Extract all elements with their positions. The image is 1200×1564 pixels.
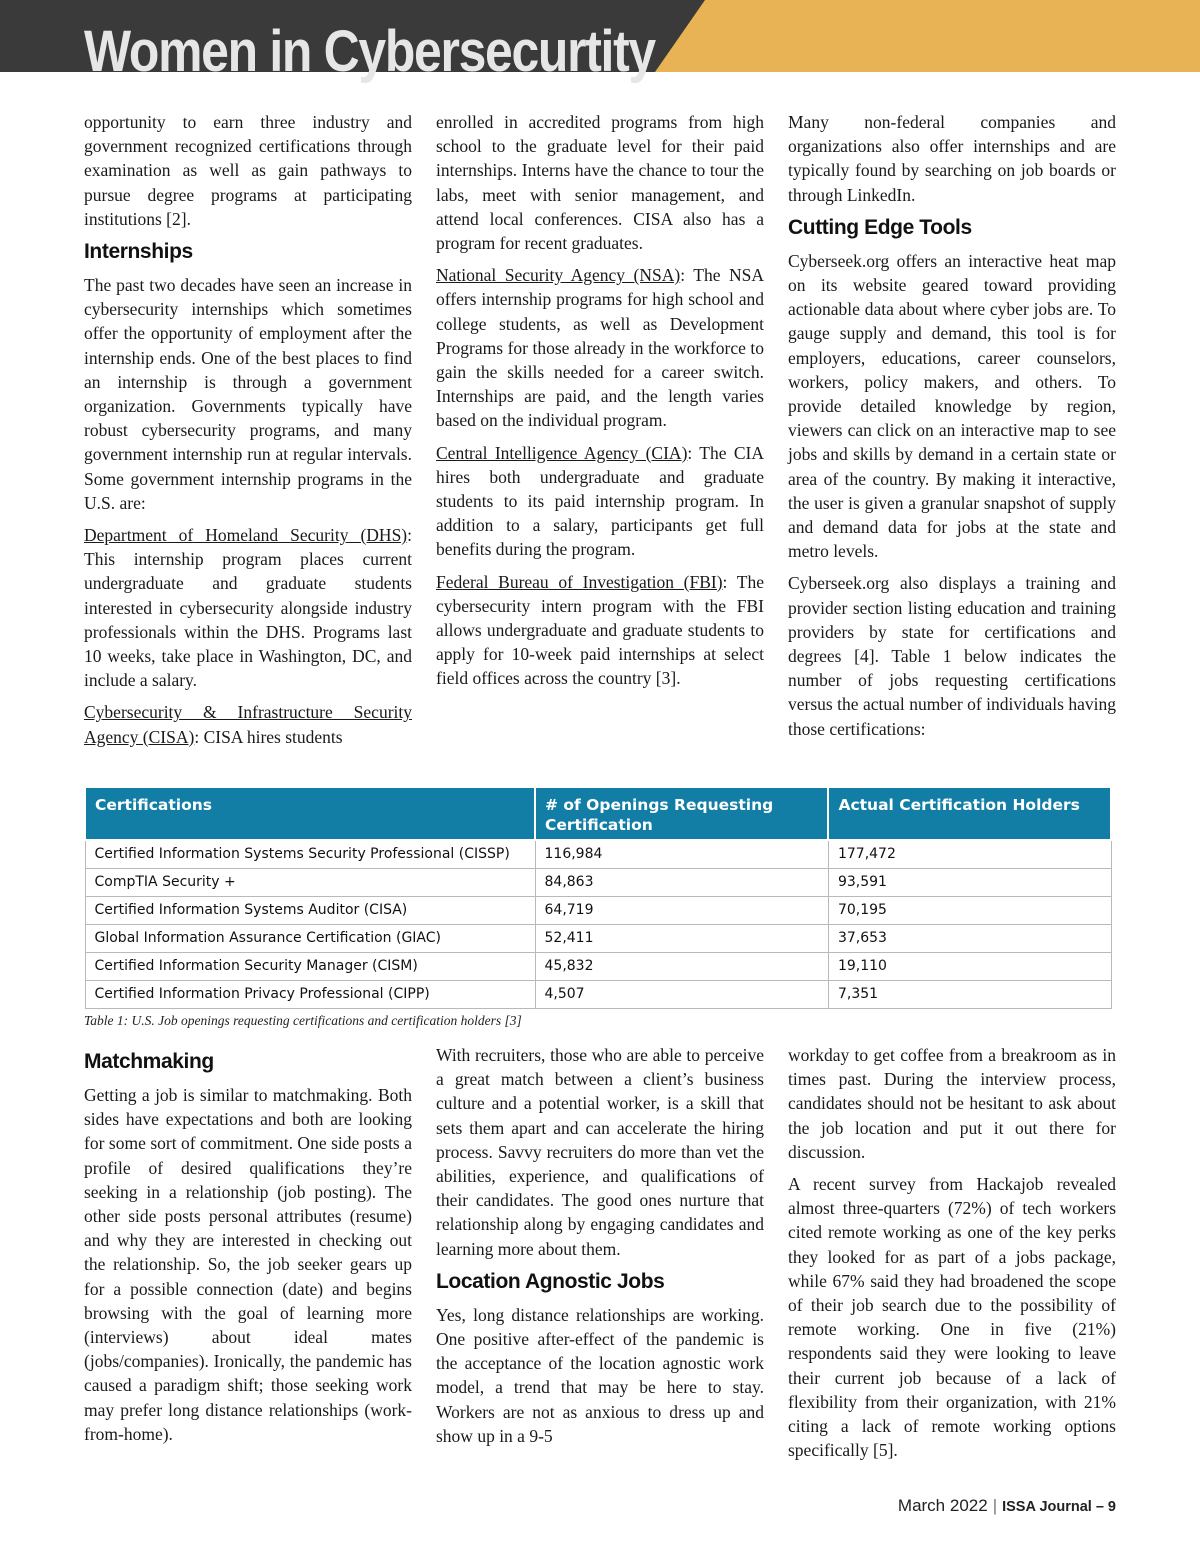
section-heading-location-agnostic-jobs: Location Agnostic Jobs: [436, 1269, 665, 1293]
table-cell: 37,653: [828, 924, 1111, 952]
table-row: [85, 896, 1111, 924]
table-row: [85, 924, 1111, 952]
paragraph: Cyberseek.org also displays a training and provider section listing education and training providers by state for certifications and degrees [4]. Table 1 below indicates the number of jobs requesting certifications versus the actual number of individuals having those certifications:: [788, 573, 1116, 739]
table-cell: 116,984: [535, 840, 828, 868]
table-cell: 93,591: [828, 868, 1111, 896]
page-title: Women in Cybersecurtity: [84, 19, 655, 84]
section-heading-internships: Internships: [84, 240, 193, 264]
column-2-bottom: [436, 1043, 764, 1456]
paragraph-cia: [436, 441, 764, 562]
table-cell: 7,351: [828, 980, 1111, 1008]
paragraph: A recent survey from Hackajob revealed almost three-quarters (72%) of tech workers cited remote working as one of the key perks they looked for as part of a jobs package, while 67% said they had broadened the scope of their job search due to the possibility of remote working. One in five (21%) respondents said they were looking to leave their current job because of a lack of flexibility from their organization, with 21% citing a lack of remote working options specifically [5].: [788, 1174, 1116, 1461]
column-1-bottom: [84, 1043, 412, 1454]
table-cell: 70,195: [828, 896, 1111, 924]
table-cell: Certified Information Security Manager (CISM): [85, 952, 535, 980]
table-cell: 84,863: [535, 868, 828, 896]
table-cell: 4,507: [535, 980, 828, 1008]
page-footer: [898, 1496, 1116, 1516]
paragraph: With recruiters, those who are able to perceive a great match between a client’s business culture and a potential worker, is a skill that sets them apart and can accelerate the hiring process. Savvy recruiters do more than vet the abilities, experience, and qualifications of their candidates. The good ones nurture that relationship along by engaging candidates and learning more about them.: [436, 1045, 764, 1259]
paragraph-fbi: [436, 570, 764, 691]
column-3-top: [788, 110, 1116, 749]
table-cell: CompTIA Security +: [85, 868, 535, 896]
paragraph: The past two decades have seen an increase in cybersecurity internships which sometimes offer the opportunity of employment after the internship ends. One of the best places to find an internship is through a government organization. Governments typically have robust cybersecurity programs, and many government internship run at regular intervals. Some government internship programs in the U.S. are:: [84, 275, 412, 513]
paragraph: Getting a job is similar to matchmaking. Both sides have expectations and both are looking for some sort of commitment. One side posts a profile of desired qualifications they’re seeking in a relationship (job posting). The other side posts personal attributes (resume) and why they are interested in checking out the relationship. So, the job seeker gears up for a possible connection (date) and begins browsing with the goal of learning more (interviews) about ideal mates (jobs/companies). Ironically, the pandemic has caused a paradigm shift; those seeking work may prefer long distance relationships (work-from-home).: [84, 1085, 412, 1444]
dhs-link[interactable]: Department of Homeland Security (DHS): [84, 525, 408, 546]
column-1-top: [84, 110, 412, 757]
table-caption: Table 1: U.S. Job openings requesting certifications and certification holders [3]: [84, 1013, 522, 1028]
section-heading-cutting-edge-tools: Cutting Edge Tools: [788, 215, 972, 239]
fbi-link[interactable]: Federal Bureau of Investigation (FBI): [436, 571, 723, 592]
certifications-table: [84, 786, 1112, 1009]
nsa-link[interactable]: National Security Agency (NSA): [436, 265, 681, 286]
paragraph: opportunity to earn three industry and government recognized certifications through examination as well as gain pathways to pursue degree programs at participating institutions [2].: [84, 112, 412, 229]
table-cell: Global Information Assurance Certification (GIAC): [85, 924, 535, 952]
table-row: [85, 868, 1111, 896]
table-cell: 19,110: [828, 952, 1111, 980]
table-cell: Certified Information Privacy Professional (CIPP): [85, 980, 535, 1008]
table-header-row: [85, 787, 1111, 840]
column-3-bottom: [788, 1043, 1116, 1470]
paragraph-dhs: [84, 523, 412, 692]
paragraph-cisa: [84, 700, 412, 748]
cisa-link[interactable]: Cybersecurity & Infrastructure Security Agency (CISA): [84, 702, 412, 747]
paragraph: Cyberseek.org offers an interactive heat map on its website geared toward providing actionable data about where cyber jobs are. To gauge supply and demand, this tool is for employers, educations, career counselors, workers, policy makers, and others. To provide detailed knowledge by region, viewers can click on an interactive map to see jobs and skills by demand in a certain state or area of the country. By making it interactive, the user is given a granular snapshot of supply and demand data for jobs at the state and metro levels.: [788, 250, 1116, 562]
column-2-top: [436, 110, 764, 699]
footer-separator: |: [992, 1496, 998, 1515]
cia-link[interactable]: Central Intelligence Agency (CIA): [436, 442, 688, 463]
table-cell: 52,411: [535, 924, 828, 952]
table-cell: Certified Information Systems Auditor (CISA): [85, 896, 535, 924]
issue-date: March 2022: [897, 1496, 988, 1515]
section-heading-matchmaking: Matchmaking: [84, 1050, 214, 1073]
table-row: [85, 980, 1111, 1008]
dhs-text: : This internship program places current undergraduate and graduate students interested in cybersecurity alongside industry professionals within the DHS. Programs last 10 weeks, take place in Washington, DC, and include a salary.: [84, 525, 412, 691]
table-row: [85, 952, 1111, 980]
fbi-text: : The cybersecurity intern program with the FBI allows undergraduate and graduate students to apply for 10-week paid internships at select field offices across the country [3].: [436, 571, 764, 689]
table-cell: Certified Information Systems Security Professional (CISSP): [85, 840, 535, 868]
table-cell: 45,832: [535, 952, 828, 980]
table-header-cell: # of Openings Requesting Certification: [535, 787, 828, 840]
paragraph-nsa: [436, 263, 764, 432]
table-header-cell: Certifications: [85, 787, 535, 840]
table-header-cell: Actual Certification Holders: [828, 787, 1111, 840]
header-accent: [655, 0, 1200, 72]
table-cell: 64,719: [535, 896, 828, 924]
paragraph: Many non-federal companies and organizations also offer internships and are typically found by searching on job boards or through LinkedIn.: [788, 112, 1116, 205]
cisa-text: : CISA hires students: [194, 726, 343, 747]
table-cell: 177,472: [828, 840, 1111, 868]
paragraph: Yes, long distance relationships are working. One positive after-effect of the pandemic is the acceptance of the location agnostic work model, a trend that may be here to stay. Workers are not as anxious to dress up and show up in a 9-5: [436, 1304, 764, 1446]
paragraph: workday to get coffee from a breakroom as in times past. During the interview process, candidates should not be hesitant to ask about the job location and put it out there for discussion.: [788, 1045, 1116, 1162]
paragraph: enrolled in accredited programs from high school to the graduate level for their paid internships. Interns have the chance to tour the labs, meet with senior management, and attend local conferences. CISA also has a program for recent graduates.: [436, 112, 764, 254]
nsa-text: : The NSA offers internship programs for high school and college students, as well as Development Programs for those already in the workforce to gain the skills needed for a career switch. Internships are paid, and the length varies based on the individual program.: [436, 265, 764, 431]
table-row: [85, 840, 1111, 868]
journal-page-number: ISSA Journal – 9: [1002, 1499, 1116, 1515]
cia-text: : The CIA hires both undergraduate and graduate students to its paid internship program. In addition to a salary, participants get full benefits during the program.: [436, 442, 764, 560]
